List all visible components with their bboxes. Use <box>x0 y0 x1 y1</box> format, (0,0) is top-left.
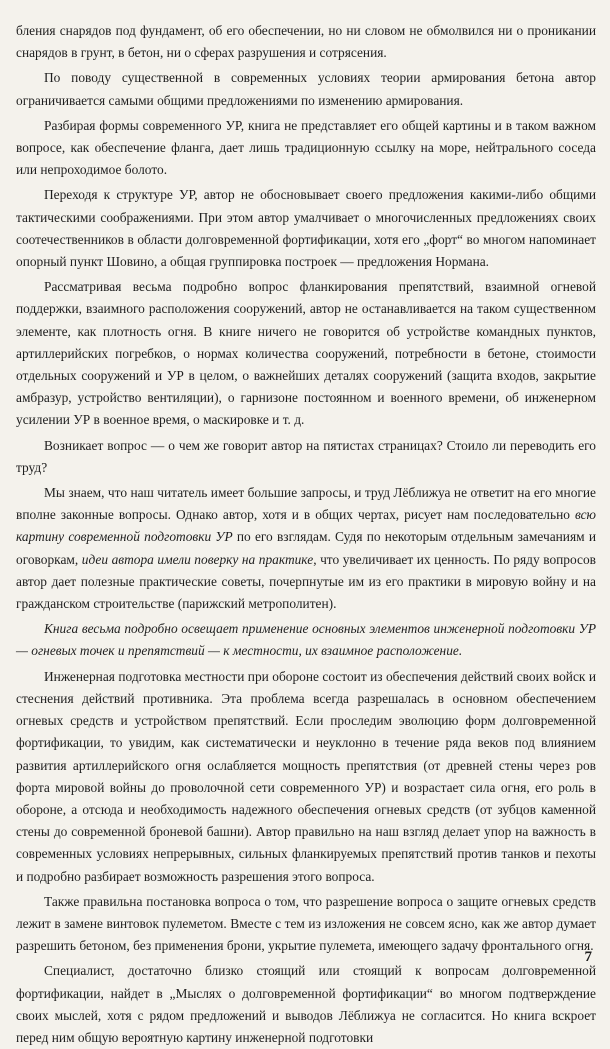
text-run: Мы знаем, что наш читатель имеет большие запросы, и труд Лёближуа не ответит на его многие вполне законные вопросы. Однако автор, хотя и в общих чертах, рисует нам последовательно <box>16 485 596 523</box>
paragraph <box>16 67 596 111</box>
text-run: По поводу существенной в современных условиях теории армирования бетона автор ограничивается самыми общими предложениями по изменению армирования. <box>16 70 596 108</box>
paragraph <box>16 618 596 662</box>
paragraph <box>16 20 596 64</box>
text-run: Также правильна постановка вопроса о том, что разрешение вопроса о защите огневых средств лежит в замене винтовок пулеметом. Вместе с тем из изложения не совсем ясно, как же автор думает разрешить бетоном, без применения брони, укрытие пулемета, имеющего задачу фронтального огня. <box>16 893 596 954</box>
paragraph <box>16 276 596 431</box>
text-run: Переходя к структуре УР, автор не обосновывает своего предложения какими-либо общими тактическими соображениями. При этом автор умалчивает о многочисленных предложениях своих соотечественников в области долговременной фортификации, хотя его „форт“ во многом напоминает опорный пункт Шовино, а общая группировка построек — предложения Нормана. <box>16 187 596 270</box>
text-run: бления снарядов под фундамент, об его обеспечении, но ни словом не обмолвился ни о проникании снарядов в грунт, в бетон, ни о сферах разрушения и сотрясения. <box>16 23 596 61</box>
paragraph <box>16 482 596 615</box>
text-run: Разбирая формы современного УР, книга не представляет его общей картины и в таком важном вопросе, как обеспечение фланга, дает лишь традиционную ссылку на море, нейтрального соседа или непроходимое болото. <box>16 117 596 178</box>
paragraph <box>16 666 596 888</box>
paragraph <box>16 960 596 1049</box>
text-run: Специалист, достаточно близко стоящий или стоящий к вопросам долговременной фортификации, найдет в „Мыслях о долговременной фортификации“ во многом подтверждение своих мыслей, хотя с рядом предложений и выводов Лёближуа не согласится. Но книга вскроет перед ним общую вероятную картину инженерной подготовки <box>16 963 596 1045</box>
paragraph <box>16 184 596 273</box>
text-run: Инженерная подготовка местности при обороне состоит из обеспечения действий своих войск и стеснения действий противника. Эта проблема всегда разрешалась в основном обеспечением огневых средств и устройством препятствий. Если проследим эволюцию форм долговременной фортификации, то увидим, как систематически и неуклонно в течение ряда веков под влиянием развития артиллерийского огня ослабляется мощность препятствия (от древней стены через ров форта мировой войны до проволочной сети современного УР) и возрастает сила огня, его роль в обороне, а отсюда и необходимость надежного обеспечения огневых средств (от зубцов каменной стены до современной броневой башни). Автор правильно на наш взгляд делает упор на важность в современных условиях непрерывных, сильных фланкируемых препятствий против танков и пехоты и подробно разбирает возможность разрешения этого вопроса. <box>16 668 596 884</box>
emphasized-text: всю картину современной подготовки УР <box>16 507 596 545</box>
paragraph <box>16 891 596 958</box>
paragraph <box>16 435 596 479</box>
page-number: 7 <box>584 949 592 965</box>
text-run: , что увеличивает их ценность. По ряду вопросов автор дает полезные практические советы, почерпнутые им из его практики в мировую войну и на гражданском строительстве (парижский метрополитен). <box>16 551 596 612</box>
paragraph <box>16 115 596 182</box>
text-run: по его взглядам. Судя по некоторым отдельным замечаниям и оговоркам, <box>16 529 596 567</box>
text-run: Рассматривая весьма подробно вопрос фланкирования препятствий, взаимной огневой поддержки, взаимного расположения сооружений, автор не останавливается на таком существенном элементе, как плотность огня. В книге ничего не говорится об устройстве командных пунктов, артиллерийских погребков, о нормах количества сооружений, потребности в бетоне, стоимости отдельных сооружений и УР в целом, о важнейших деталях сооружений (защита входов, закрытие амбразур, устройство вентиляции), о гарнизоне постоянном и военного времени, об инженерном усилении УР в военное время, о маскировке и т. д. <box>16 279 596 428</box>
emphasized-text: идеи автора имели поверку на практике <box>81 551 314 567</box>
text-run: Книга весьма подробно освещает применение основных элементов инженерной подготовки УР — огневых точек и препятствий — к местности, их взаимное расположение. <box>16 621 596 659</box>
body-text <box>16 20 596 1049</box>
text-run: Возникает вопрос — о чем же говорит автор на пятистах страницах? Стоило ли переводить его труд? <box>16 437 596 475</box>
